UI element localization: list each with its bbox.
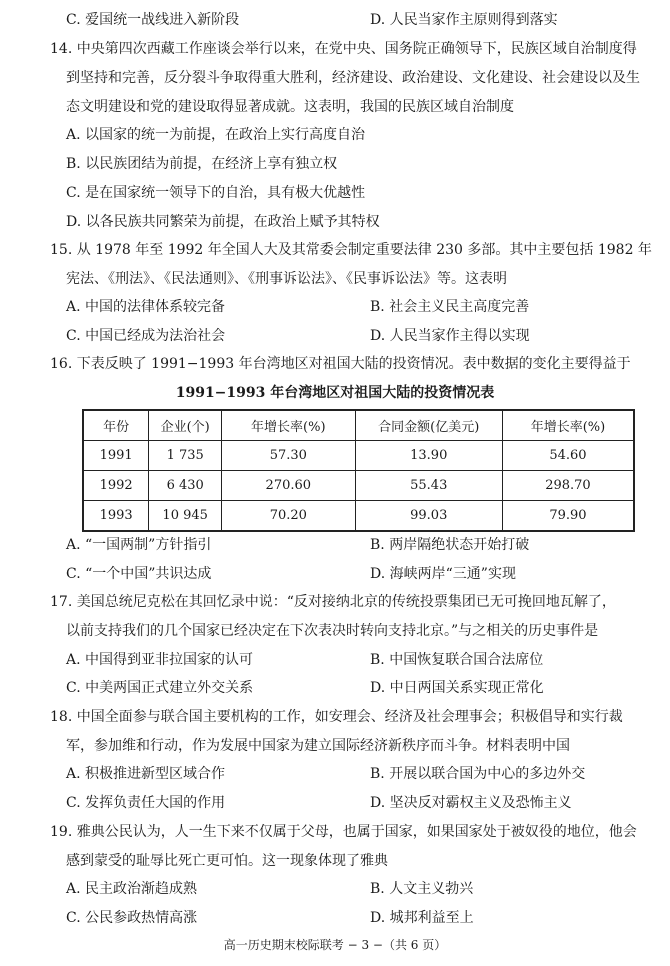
table-cell: 57.30 — [222, 441, 356, 471]
table-row — [83, 501, 634, 532]
q17-option-c: C. 中美两国正式建立外交关系 — [66, 680, 254, 696]
q16-table-title: 1991−1993 年台湾地区对祖国大陆的投资情况表 — [175, 385, 495, 401]
table-cell: 13.90 — [355, 441, 502, 471]
q15-option-a: A. 中国的法律体系较完备 — [66, 299, 226, 315]
q19-option-b: B. 人文主义勃兴 — [370, 881, 474, 897]
table-cell: 1993 — [83, 501, 149, 532]
q13-option-c: C. 爱国统一战线进入新阶段 — [66, 12, 240, 28]
table-header-row — [83, 410, 634, 441]
q18-option-d: D. 坚决反对霸权主义及恐怖主义 — [370, 795, 572, 811]
q14-stem-line-3: 态文明建设和党的建设取得显著成就。这表明，我国的民族区域自治制度 — [66, 99, 514, 115]
table-cell: 99.03 — [355, 501, 502, 532]
q14-option-c: C. 是在国家统一领导下的自治，具有极大优越性 — [66, 185, 366, 201]
q14-stem-line-2: 到坚持和完善，反分裂斗争取得重大胜利，经济建设、政治建设、文化建设、社会建设以及生 — [66, 70, 640, 86]
table-row — [83, 471, 634, 501]
q17-option-d: D. 中日两国关系实现正常化 — [370, 680, 544, 696]
q16-option-d: D. 海峡两岸“三通”实现 — [370, 566, 516, 582]
table-header-cell: 年增长率(%) — [222, 410, 356, 441]
q18-stem-line-2: 军，参加维和行动，作为发展中国家为建立国际经济新秩序而斗争。材料表明中国 — [66, 738, 570, 754]
q17-option-b: B. 中国恢复联合国合法席位 — [370, 652, 544, 668]
q13-option-d: D. 人民当家作主原则得到落实 — [370, 12, 558, 28]
table-cell: 1992 — [83, 471, 149, 501]
q16-option-a: A. “一国两制”方针指引 — [66, 537, 212, 553]
q14-option-b: B. 以民族团结为前提，在经济上享有独立权 — [66, 156, 338, 172]
q19-stem-line-2: 感到蒙受的耻辱比死亡更可怕。这一现象体现了雅典 — [66, 853, 388, 869]
q15-stem-line-1: 15. 从 1978 年至 1992 年全国人大及其常委会制定重要法律 230 多部。其中主要包括 1982 年 — [50, 242, 652, 258]
table-cell: 70.20 — [222, 501, 356, 532]
q19-option-a: A. 民主政治渐趋成熟 — [66, 881, 198, 897]
q16-option-b: B. 两岸隔绝状态开始打破 — [370, 537, 530, 553]
table-header-cell: 合同金额(亿美元) — [355, 410, 502, 441]
table-cell: 55.43 — [355, 471, 502, 501]
q19-option-c: C. 公民参政热情高涨 — [66, 910, 198, 926]
q18-option-a: A. 积极推进新型区域合作 — [66, 766, 226, 782]
table-row — [83, 441, 634, 471]
q16-stem-line-1: 16. 下表反映了 1991−1993 年台湾地区对祖国大陆的投资情况。表中数据的变化主要得益于 — [50, 356, 631, 372]
table-cell: 1 735 — [149, 441, 222, 471]
q19-option-d: D. 城邦利益至上 — [370, 910, 474, 926]
table-cell: 270.60 — [222, 471, 356, 501]
table-header-cell: 年份 — [83, 410, 149, 441]
q17-stem-line-2: 以前支持我们的几个国家已经决定在下次表决时转向支持北京。”与之相关的历史事件是 — [66, 623, 599, 639]
table-cell: 10 945 — [149, 501, 222, 532]
table-cell: 1991 — [83, 441, 149, 471]
q14-option-d: D. 以各民族共同繁荣为前提，在政治上赋予其特权 — [66, 214, 380, 230]
page-footer: 高一历史期末校际联考 − 3 −（共 6 页） — [223, 938, 447, 952]
table-cell: 6 430 — [149, 471, 222, 501]
q15-option-b: B. 社会主义民主高度完善 — [370, 299, 530, 315]
q17-option-a: A. 中国得到亚非拉国家的认可 — [66, 652, 254, 668]
q14-option-a: A. 以国家的统一为前提，在政治上实行高度自治 — [66, 127, 366, 143]
table-cell: 79.90 — [502, 501, 634, 532]
q17-stem-line-1: 17. 美国总统尼克松在其回忆录中说：“反对接纳北京的传统投票集团已无可挽回地瓦解了， — [50, 594, 616, 610]
q15-option-c: C. 中国已经成为法治社会 — [66, 328, 226, 344]
q16-option-c: C. “一个中国”共识达成 — [66, 566, 212, 582]
q19-stem-line-1: 19. 雅典公民认为，人一生下来不仅属于父母，也属于国家，如果国家处于被奴役的地位，他会 — [50, 824, 637, 840]
table-cell: 298.70 — [502, 471, 634, 501]
q16-investment-table — [82, 409, 635, 532]
q14-stem-line-1: 14. 中央第四次西藏工作座谈会举行以来，在党中央、国务院正确领导下，民族区域自治制度得 — [50, 41, 637, 57]
q18-stem-line-1: 18. 中国全面参与联合国主要机构的工作，如安理会、经济及社会理事会；积极倡导和实行裁 — [50, 709, 623, 725]
table-header-cell: 年增长率(%) — [502, 410, 634, 441]
table-header-cell: 企业(个) — [149, 410, 222, 441]
q15-stem-line-2: 宪法、《刑法》、《民法通则》、《刑事诉讼法》、《民事诉讼法》等。这表明 — [66, 271, 507, 287]
q15-option-d: D. 人民当家作主得以实现 — [370, 328, 530, 344]
table-cell: 54.60 — [502, 441, 634, 471]
q18-option-c: C. 发挥负责任大国的作用 — [66, 795, 226, 811]
q18-option-b: B. 开展以联合国为中心的多边外交 — [370, 766, 586, 782]
